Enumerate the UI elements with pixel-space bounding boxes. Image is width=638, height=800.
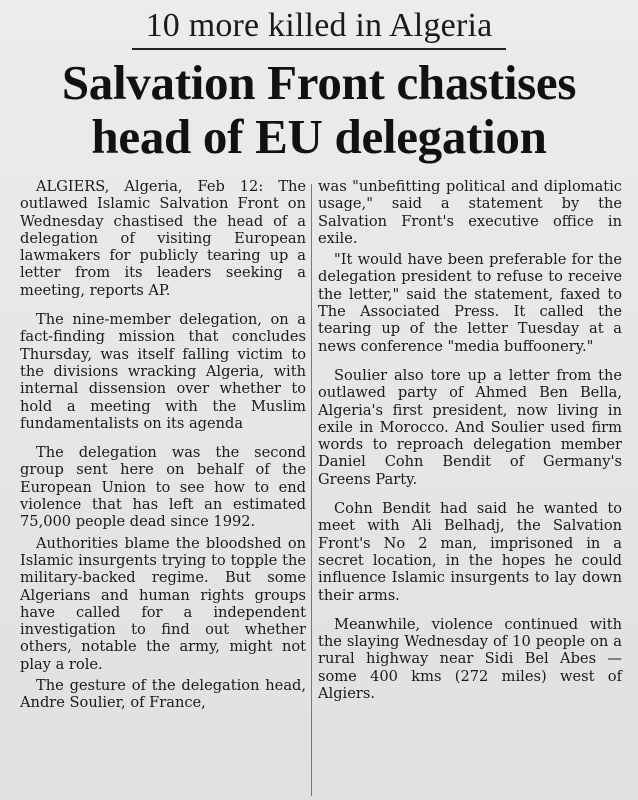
headline-line-1: Salvation Front chastises bbox=[61, 55, 577, 110]
paragraph-left-3: The delegation was the second group sent here on behalf of the European Union to see how to end violence that has left an estimated 75,000 people dead since 1992. bbox=[20, 444, 306, 531]
paragraph-right-4: Cohn Bendit had said he wanted to meet with Ali Belhadj, the Salvation Front's No 2 man, imprisoned in a secret location, in the hopes he could influence Islamic insurgents to lay down their arms. bbox=[318, 500, 622, 604]
article-body bbox=[0, 178, 638, 800]
paragraph-left-4: Authorities blame the bloodshed on Islamic insurgents trying to topple the military-backed regime. But some Algerians and human rights groups have called for a independent investigation to find out whether others, notable the army, might not play a role. bbox=[20, 534, 306, 673]
kicker-wrap bbox=[0, 6, 638, 50]
kicker-headline: 10 more killed in Algeria bbox=[132, 6, 507, 50]
paragraph-right-2: "It would have been preferable for the delegation president to refuse to receive the letter," said the statement, faxed to The Associated Press. It called the tearing up of the letter Tuesday at a news conference "media buffoonery." bbox=[318, 251, 622, 355]
right-column bbox=[318, 178, 622, 714]
paragraph-left-1: ALGIERS, Algeria, Feb 12: The outlawed Islamic Salvation Front on Wednesday chastised the head of a delegation of visiting European lawmakers for publicly tearing up a letter from its leaders seeking a meeting, reports AP. bbox=[20, 178, 306, 299]
headline-line-2: head of EU delegation bbox=[91, 109, 547, 164]
left-column bbox=[20, 178, 306, 724]
paragraph-right-5: Meanwhile, violence continued with the slaying Wednesday of 10 people on a rural highway near Sidi Bel Abes — some 400 kms (272 miles) west of Algiers. bbox=[318, 615, 622, 703]
main-headline bbox=[0, 56, 638, 164]
paragraph-right-1: was "unbefitting political and diplomatic usage," said a statement by the Salvation Front's executive office in exile. bbox=[318, 178, 622, 247]
paragraph-right-3: Soulier also tore up a letter from the outlawed party of Ahmed Ben Bella, Algeria's first president, now living in exile in Morocco. And Soulier used firm words to reproach delegation member Daniel Cohn Bendit of Germany's Greens Party. bbox=[318, 366, 622, 488]
paragraph-left-2: The nine-member delegation, on a fact-finding mission that concludes Thursday, was itself falling victim to the divisions wracking Algeria, with internal dissension over whether to hold a meeting with the Muslim fundamentalists on its agenda bbox=[20, 311, 306, 432]
paragraph-left-5: The gesture of the delegation head, Andre Soulier, of France, bbox=[20, 677, 306, 712]
